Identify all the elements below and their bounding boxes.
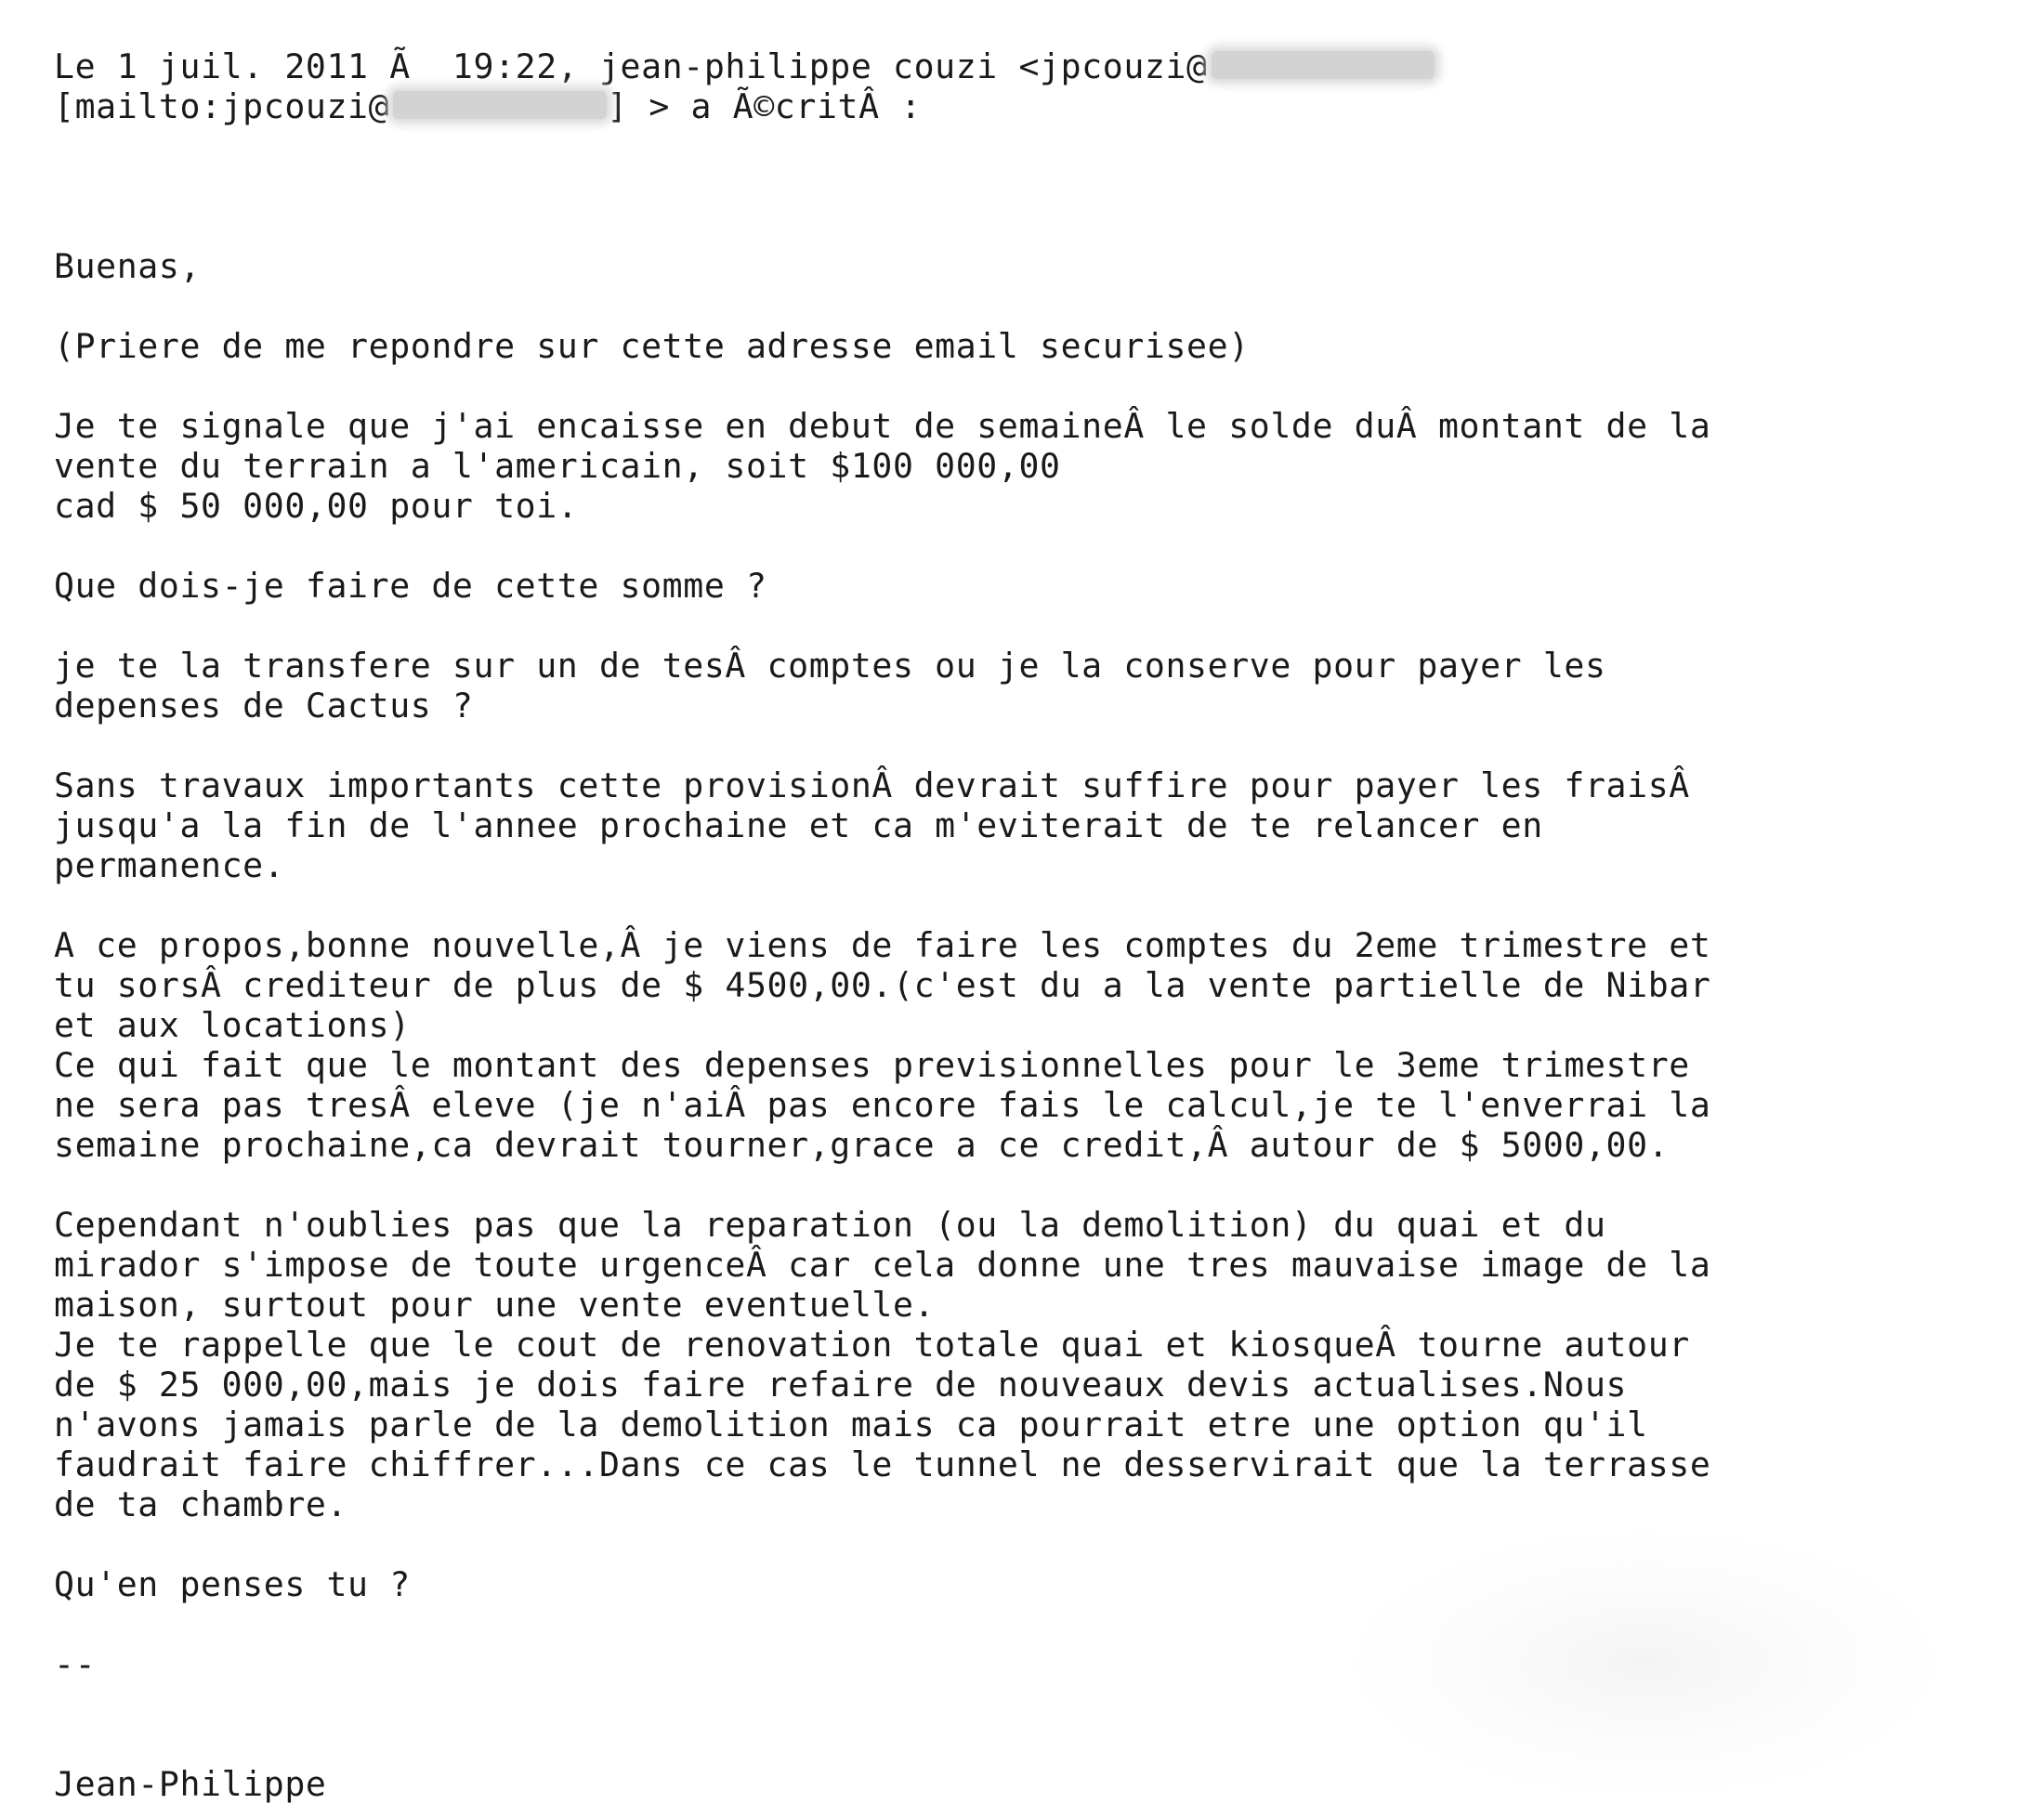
signature-separator: -- — [54, 1644, 97, 1684]
paragraph-line: A ce propos,bonne nouvelle,Â je viens de faire les comptes du 2eme trimestre et — [54, 925, 1711, 965]
email-header-line-2 — [54, 86, 2005, 126]
email-header-line-1 — [54, 46, 2005, 86]
paragraph-accounts — [54, 925, 2005, 1165]
paragraph-line: tu sorsÂ crediteur de plus de $ 4500,00.(c'est du a la vente partielle de Nibar — [54, 965, 1711, 1005]
closing-question: Qu'en penses tu ? — [54, 1564, 411, 1604]
paragraph-question: Que dois-je faire de cette somme ? — [54, 566, 767, 606]
paragraph-line: jusqu'a la fin de l'annee prochaine et ca m'eviterait de te relancer en — [54, 805, 1543, 845]
header-from-text: Le 1 juil. 2011 Ã 19:22, jean-philippe couzi <jpcouzi@ — [54, 46, 1208, 86]
header-mailto-text: [mailto:jpcouzi@ — [54, 86, 390, 126]
paragraph-line: Je te rappelle que le cout de renovation totale quai et kiosqueÂ tourne autour — [54, 1325, 1690, 1365]
paragraph-line: ne sera pas tresÂ eleve (je n'aiÂ pas encore fais le calcul,je te l'enverrai la — [54, 1085, 1711, 1125]
paragraph-line: je te la transfere sur un de tesÂ comptes ou je la conserve pour payer les — [54, 646, 1606, 686]
paragraph-transfer — [54, 646, 2005, 726]
paragraph-line: depenses de Cactus ? — [54, 686, 474, 726]
paragraph-line: permanence. — [54, 845, 285, 885]
paragraph-line: n'avons jamais parle de la demolition mais ca pourrait etre une option qu'il — [54, 1405, 1648, 1445]
paragraph-line: de $ 25 000,00,mais je dois faire refaire de nouveaux devis actualises.Nous — [54, 1365, 1628, 1405]
paragraph-line: et aux locations) — [54, 1005, 411, 1045]
paragraph-line: Je te signale que j'ai encaisse en debut de semaineÂ le solde duÂ montant de la — [54, 406, 1711, 446]
paragraph-sale — [54, 406, 2005, 526]
paragraph-line: mirador s'impose de toute urgenceÂ car cela donne une tres mauvaise image de la — [54, 1245, 1711, 1285]
email-document — [54, 46, 2005, 1804]
paragraph-line: faudrait faire chiffrer...Dans ce cas le tunnel ne desservirait que la terrasse — [54, 1445, 1711, 1484]
paragraph-line: Cependant n'oublies pas que la reparation (ou la demolition) du quai et du — [54, 1205, 1606, 1245]
paragraph-line: Sans travaux importants cette provisionÂ devrait suffire pour payer les fraisÂ — [54, 765, 1690, 805]
paragraph-provision — [54, 765, 2005, 885]
signature-name: Jean-Philippe — [54, 1764, 327, 1804]
reply-request: (Priere de me repondre sur cette adresse email securisee) — [54, 326, 1250, 366]
paragraph-line: semaine prochaine,ca devrait tourner,grace a ce credit,Â autour de $ 5000,00. — [54, 1125, 1670, 1165]
header-wrote-text: ] > a Ã©critÂ : — [607, 86, 922, 126]
paragraph-line: cad $ 50 000,00 pour toi. — [54, 486, 579, 526]
paragraph-line: Ce qui fait que le montant des depenses previsionnelles pour le 3eme trimestre — [54, 1045, 1690, 1085]
redacted-mailto-domain — [393, 91, 607, 119]
paragraph-line: vente du terrain a l'americain, soit $100 000,00 — [54, 446, 1061, 486]
paragraph-repairs — [54, 1205, 2005, 1524]
paragraph-line: de ta chambre. — [54, 1484, 348, 1524]
paragraph-line: maison, surtout pour une vente eventuelle. — [54, 1285, 936, 1325]
greeting: Buenas, — [54, 246, 202, 286]
redacted-email-domain — [1212, 51, 1435, 79]
